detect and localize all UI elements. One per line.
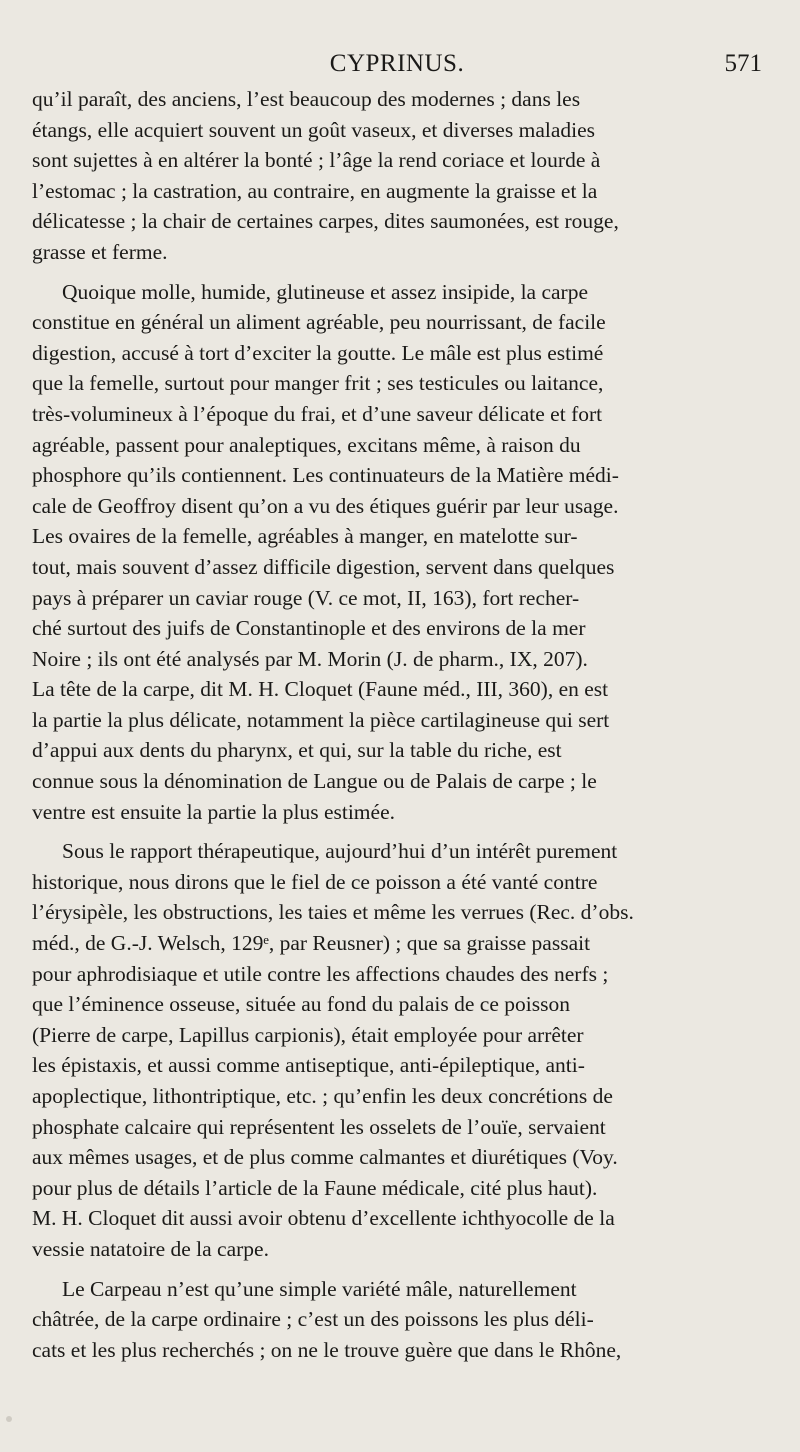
- text-line: Sous le rapport thérapeutique, aujourd’hui d’un intérêt purement: [62, 839, 618, 864]
- text-line: d’appui aux dents du pharynx, et qui, sur la table du riche, est: [32, 738, 562, 763]
- text-line: constitue en général un aliment agréable, peu nourrissant, de facile: [32, 310, 606, 335]
- text-line: (Pierre de carpe, Lapillus carpionis), était employée pour arrêter: [32, 1022, 584, 1047]
- text-line: vessie natatoire de la carpe.: [32, 1236, 269, 1261]
- text-line: ché surtout des juifs de Constantinople et des environs de la mer: [32, 616, 586, 641]
- page-number: 571: [724, 50, 762, 77]
- text-line: l’estomac ; la castration, au contraire, en augmente la graisse et la: [32, 178, 598, 203]
- text-line: la partie la plus délicate, notamment la pièce cartilagineuse qui sert: [32, 707, 610, 732]
- text-line: Noire ; ils ont été analysés par M. Morin (J. de pharm., IX, 207).: [32, 646, 588, 671]
- text-line: pour plus de détails l’article de la Faune médicale, cité plus haut).: [32, 1175, 598, 1200]
- paragraph-4: [32, 1274, 762, 1366]
- text-line: aux mêmes usages, et de plus comme calmantes et diurétiques (Voy.: [32, 1145, 618, 1170]
- paragraph-3: [32, 836, 762, 1264]
- text-line: Le Carpeau n’est qu’une simple variété mâle, naturellement: [62, 1276, 577, 1301]
- text-line: phosphate calcaire qui représentent les osselets de l’ouïe, servaient: [32, 1114, 606, 1139]
- text-line: très-volumineux à l’époque du frai, et d’une saveur délicate et fort: [32, 401, 603, 426]
- text-line: pays à préparer un caviar rouge (V. ce mot, II, 163), fort recher-: [32, 585, 580, 610]
- text-line: châtrée, de la carpe ordinaire ; c’est un des poissons les plus déli-: [32, 1307, 594, 1332]
- text-line: qu’il paraît, des anciens, l’est beaucoup des modernes ; dans les: [32, 87, 581, 111]
- page-title: CYPRINUS.: [329, 50, 465, 77]
- paragraph-1: [32, 84, 762, 268]
- text-line: cale de Geoffroy disent qu’on a vu des étiques guérir par leur usage.: [32, 493, 619, 518]
- text-line: pour aphrodisiaque et utile contre les affections chaudes des nerfs ;: [32, 961, 609, 986]
- text-line: que la femelle, surtout pour manger frit ; ses testicules ou laitance,: [32, 371, 604, 396]
- text-line: sont sujettes à en altérer la bonté ; l’âge la rend coriace et lourde à: [32, 148, 601, 173]
- text-line: les épistaxis, et aussi comme antiseptique, anti-épileptique, anti-: [32, 1053, 585, 1078]
- text-line: grasse et ferme.: [32, 239, 168, 264]
- text-line: historique, nous dirons que le fiel de ce poisson a été vanté contre: [32, 869, 598, 894]
- text-line: étangs, elle acquiert souvent un goût vaseux, et diverses maladies: [32, 117, 596, 142]
- text-line: M. H. Cloquet dit aussi avoir obtenu d’excellente ichthyocolle de la: [32, 1206, 615, 1231]
- text-line: connue sous la dénomination de Langue ou de Palais de carpe ; le: [32, 769, 597, 794]
- text-line: tout, mais souvent d’assez difficile digestion, servent dans quelques: [32, 554, 615, 579]
- text-line: La tête de la carpe, dit M. H. Cloquet (Faune méd., III, 360), en est: [32, 677, 609, 702]
- text-line: cats et les plus recherchés ; on ne le trouve guère que dans le Rhône,: [32, 1337, 622, 1362]
- paragraph-2: [32, 277, 762, 828]
- text-line: agréable, passent pour analeptiques, excitans même, à raison du: [32, 432, 581, 457]
- text-line: ventre est ensuite la partie la plus estimée.: [32, 799, 395, 824]
- text-line: apoplectique, lithontriptique, etc. ; qu’enfin les deux concrétions de: [32, 1084, 613, 1108]
- text-line: Les ovaires de la femelle, agréables à manger, en matelotte sur-: [32, 524, 578, 549]
- text-line: phosphore qu’ils contiennent. Les continuateurs de la Matière médi-: [32, 463, 619, 488]
- text-line: que l’éminence osseuse, située au fond du palais de ce poisson: [32, 992, 570, 1017]
- text-line: Quoique molle, humide, glutineuse et assez insipide, la carpe: [62, 279, 589, 304]
- running-head: [32, 48, 762, 82]
- text-line: digestion, accusé à tort d’exciter la goutte. Le mâle est plus estimé: [32, 340, 604, 365]
- text-line: l’érysipèle, les obstructions, les taies et même les verrues (Rec. d’obs.: [32, 900, 634, 925]
- text-line: méd., de G.-J. Welsch, 129ᵉ, par Reusner) ; que sa graisse passait: [32, 931, 591, 956]
- page-mark: [6, 1416, 12, 1422]
- text-line: délicatesse ; la chair de certaines carpes, dites saumonées, est rouge,: [32, 209, 619, 234]
- body-text: [32, 84, 762, 1365]
